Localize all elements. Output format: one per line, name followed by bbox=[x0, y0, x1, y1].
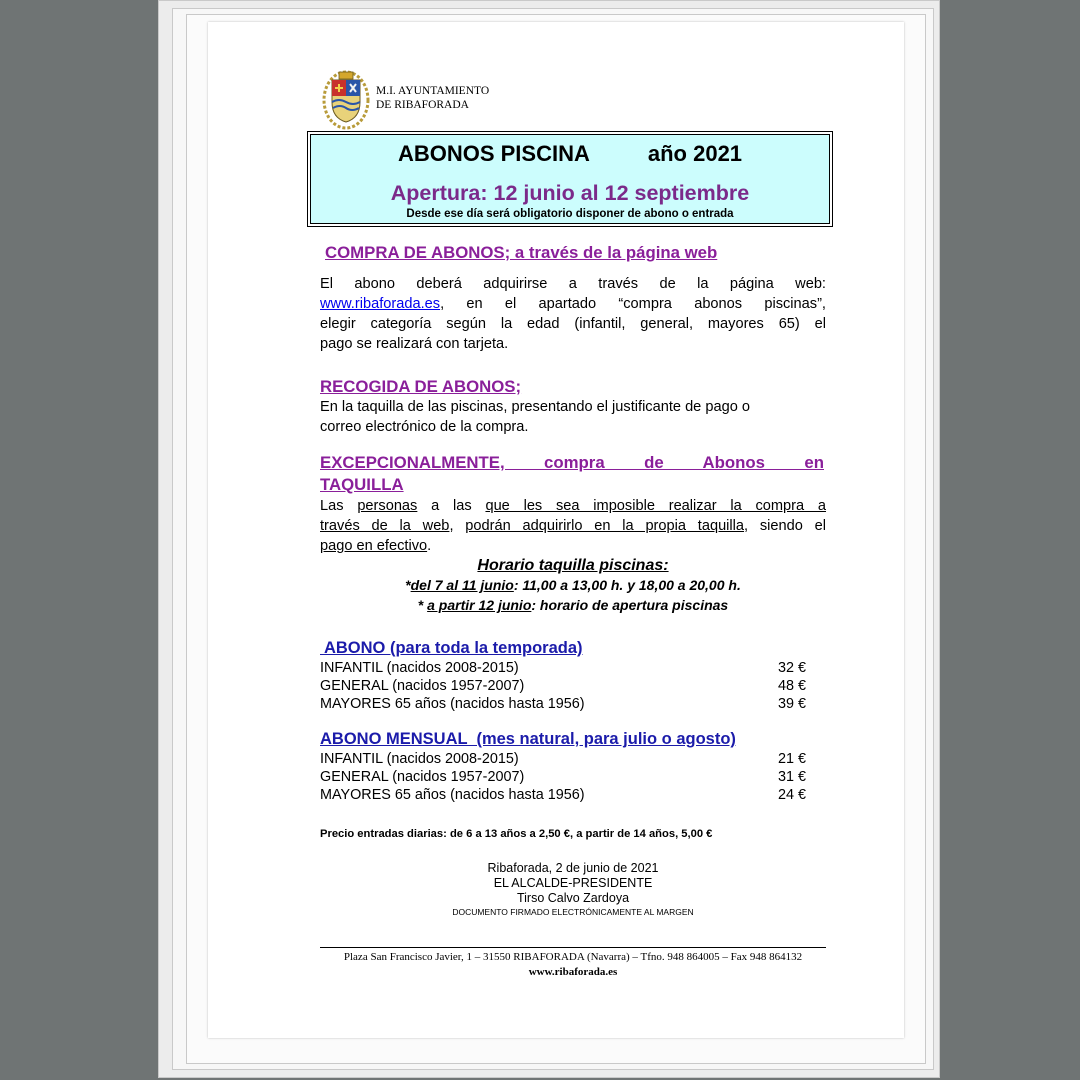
price-row-value: 48 € bbox=[777, 678, 806, 694]
purchase-text-line3: elegir categoría según la edad (infantil, general, mayores 65) el bbox=[320, 316, 826, 332]
purchase-text-line2 bbox=[320, 295, 826, 315]
schedule-line2-date: a partir 12 junio bbox=[427, 597, 532, 613]
exceptional-text-1d: que les sea imposible realizar la compra a bbox=[485, 498, 827, 514]
price-row-label: INFANTIL (nacidos 2008-2015) bbox=[320, 660, 519, 676]
exceptional-text-line1 bbox=[320, 497, 826, 517]
document-title bbox=[311, 141, 829, 167]
signature-note: DOCUMENTO FIRMADO ELECTRÓNICAMENTE AL MARGEN bbox=[452, 907, 694, 917]
purchase-text-line4: pago se realizará con tarjeta. bbox=[320, 336, 509, 352]
exceptional-text-line2 bbox=[320, 517, 826, 537]
exceptional-text-1a: Las bbox=[320, 498, 358, 514]
footer-website: www.ribaforada.es bbox=[528, 966, 618, 978]
monthly-pass-heading: ABONO MENSUAL (mes natural, para julio o agosto) bbox=[320, 730, 736, 748]
exceptional-heading-line1: EXCEPCIONALMENTE, compra de Abonos en bbox=[320, 453, 824, 472]
price-row-value: 31 € bbox=[777, 769, 806, 785]
exceptional-heading-line2: TAQUILLA bbox=[320, 475, 404, 494]
exceptional-text-2c: podrán adquirirlo en la propia taquilla bbox=[465, 518, 745, 534]
price-row-value: 32 € bbox=[777, 660, 806, 676]
price-row-label: GENERAL (nacidos 1957-2007) bbox=[320, 678, 525, 694]
exceptional-text-2a: través de la web bbox=[320, 518, 450, 534]
purchase-heading: COMPRA DE ABONOS; a través de la página web bbox=[325, 243, 718, 262]
price-row bbox=[320, 696, 806, 714]
mandatory-notice: Desde ese día será obligatorio disponer de abono o entrada bbox=[406, 208, 734, 220]
schedule-line1 bbox=[320, 577, 826, 593]
price-row bbox=[320, 660, 806, 678]
schedule-line2-prefix: * bbox=[417, 597, 428, 613]
price-row-value: 21 € bbox=[777, 751, 806, 767]
council-name bbox=[376, 84, 489, 112]
council-name-line1: M.I. AYUNTAMIENTO bbox=[376, 85, 490, 97]
pickup-text-line2: correo electrónico de la compra. bbox=[320, 419, 529, 435]
schedule-line1-date: del 7 al 11 junio bbox=[410, 577, 514, 593]
website-link[interactable]: www.ribaforada.es bbox=[320, 296, 441, 312]
pickup-heading: RECOGIDA DE ABONOS; bbox=[320, 377, 522, 396]
exceptional-text-2b: , bbox=[449, 518, 466, 534]
title-year: año 2021 bbox=[647, 141, 743, 166]
season-pass-heading: ABONO (para toda la temporada) bbox=[320, 639, 583, 657]
price-row bbox=[320, 751, 806, 769]
price-row-label: INFANTIL (nacidos 2008-2015) bbox=[320, 751, 519, 767]
schedule-line1-prefix: * bbox=[405, 577, 411, 593]
schedule-line1-rest: : 11,00 a 13,00 h. y 18,00 a 20,00 h. bbox=[513, 577, 741, 593]
price-row-label: MAYORES 65 años (nacidos hasta 1956) bbox=[320, 696, 585, 712]
title-main: ABONOS PISCINA bbox=[397, 141, 590, 166]
coat-of-arms-icon bbox=[322, 66, 370, 130]
footer-address: Plaza San Francisco Javier, 1 – 31550 RIBAFORADA (Navarra) – Tfno. 948 864005 – Fax 948 864132 bbox=[343, 951, 803, 963]
price-row-label: MAYORES 65 años (nacidos hasta 1956) bbox=[320, 787, 585, 803]
price-row bbox=[320, 769, 806, 787]
price-row bbox=[320, 787, 806, 805]
exceptional-text-1b: personas bbox=[357, 498, 418, 514]
daily-entry-prices: Precio entradas diarias: de 6 a 13 años a 2,50 €, a partir de 14 años, 5,00 € bbox=[320, 828, 713, 840]
price-row bbox=[320, 678, 806, 696]
council-name-line2: DE RIBAFORADA bbox=[376, 99, 469, 111]
signature-place-date: Ribaforada, 2 de junio de 2021 bbox=[487, 861, 659, 875]
signature-name: Tirso Calvo Zardoya bbox=[516, 891, 630, 905]
pickup-text-line1: En la taquilla de las piscinas, presentando el justificante de pago o bbox=[320, 399, 750, 415]
footer-divider bbox=[320, 947, 826, 948]
schedule-line2 bbox=[320, 597, 826, 613]
price-row-label: GENERAL (nacidos 1957-2007) bbox=[320, 769, 525, 785]
signature-role: EL ALCALDE-PRESIDENTE bbox=[493, 876, 653, 890]
exceptional-text-3a: pago en efectivo bbox=[320, 538, 428, 554]
purchase-text-line1: El abono deberá adquirirse a través de la página web: bbox=[320, 276, 826, 292]
purchase-text-line2-rest: , en el apartado “compra abonos piscinas”, bbox=[440, 296, 826, 312]
schedule-line2-rest: : horario de apertura piscinas bbox=[531, 597, 729, 613]
exceptional-text-1c: a las bbox=[417, 498, 486, 514]
title-box bbox=[310, 134, 830, 224]
schedule-title: Horario taquilla piscinas: bbox=[477, 557, 669, 574]
exceptional-text-line3 bbox=[320, 537, 826, 557]
price-row-value: 39 € bbox=[777, 696, 806, 712]
opening-dates: Apertura: 12 junio al 12 septiembre bbox=[390, 181, 750, 205]
exceptional-text-2d: , siendo el bbox=[744, 518, 826, 534]
exceptional-text-3b: . bbox=[427, 538, 432, 554]
price-row-value: 24 € bbox=[777, 787, 806, 803]
